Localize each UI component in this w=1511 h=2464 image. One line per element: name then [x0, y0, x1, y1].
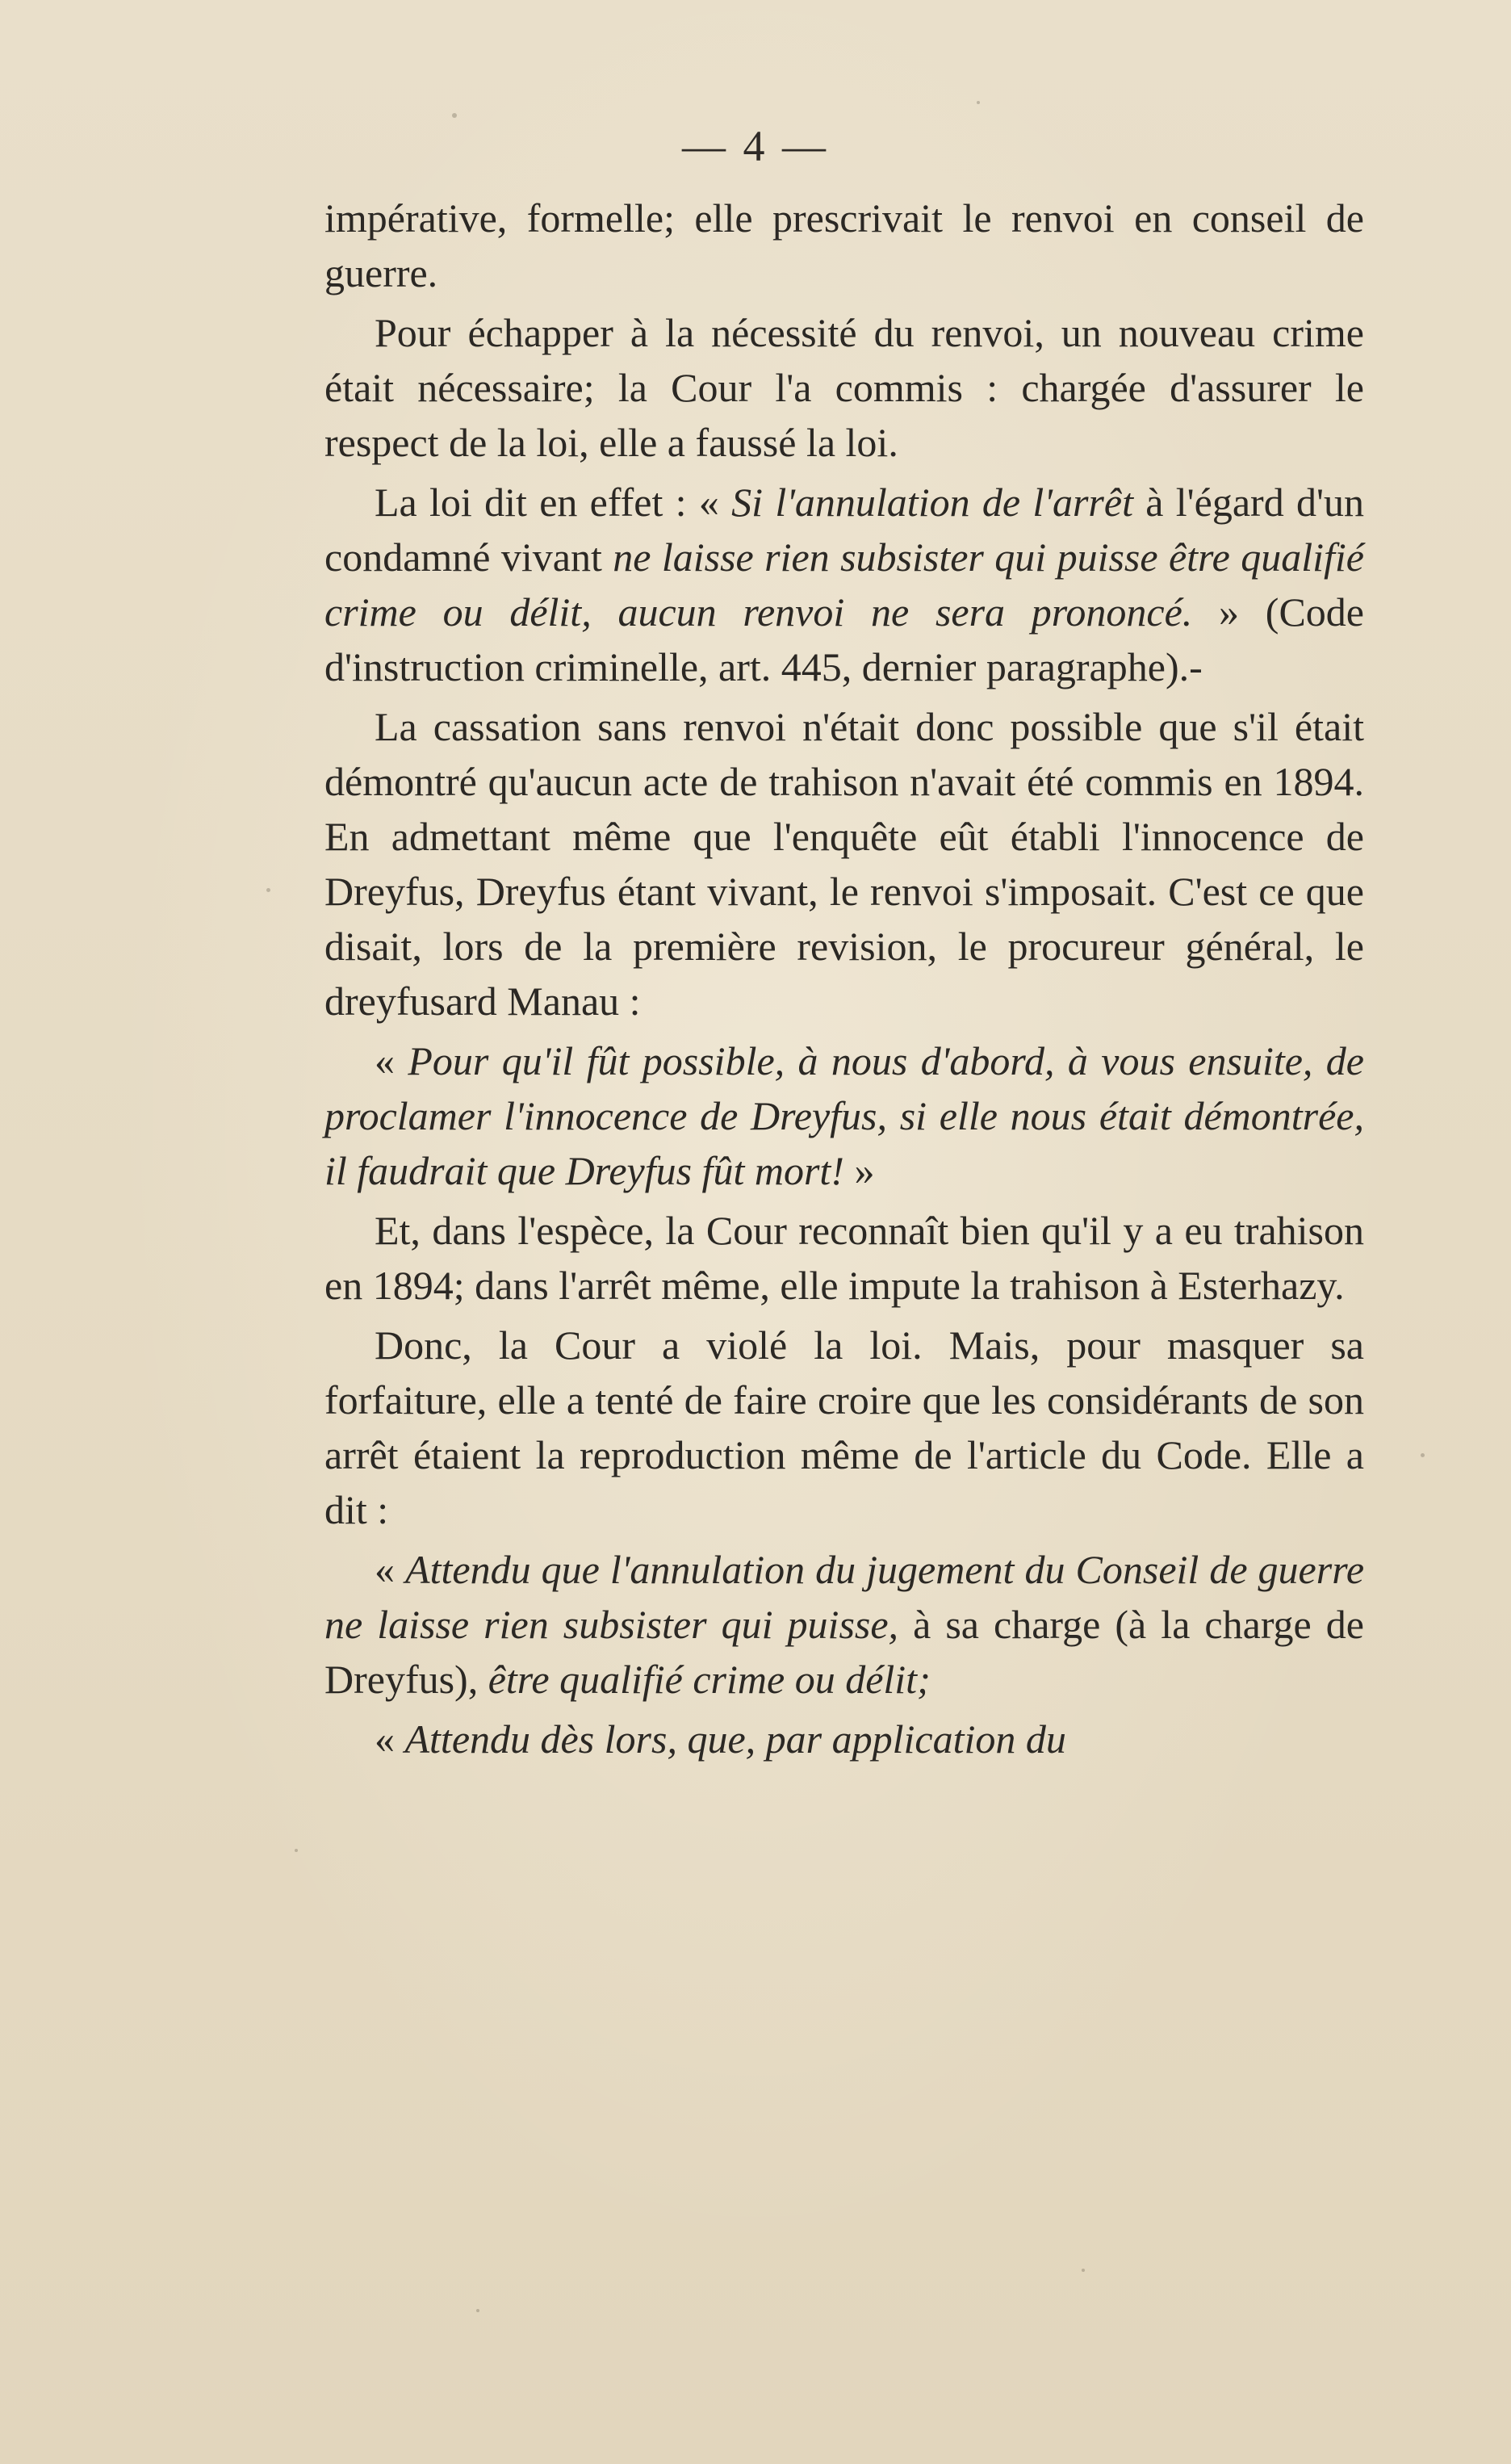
text-run-italic: Attendu dès lors, que, par application du — [404, 1716, 1066, 1762]
text-run: Donc, la Cour a violé la loi. Mais, pour masquer sa forfaiture, elle a tenté de faire croire que les considérants de son arrêt étaient la reproduction même de l'article du Code. Elle a dit : — [324, 1322, 1364, 1532]
paper-speck — [295, 1849, 298, 1852]
text-run-italic: Attendu que l'annulation du jugement du Conseil de guerre ne laisse rien subsister qui puisse, — [324, 1547, 1365, 1647]
paper-speck — [1421, 1453, 1425, 1457]
paper-speck — [977, 101, 980, 104]
text-run: La loi dit en effet : « — [375, 480, 732, 525]
paragraph-2 — [324, 305, 1364, 470]
text-run-italic: Si l'annulation de l'arrêt — [731, 480, 1133, 525]
text-run-italic: Pour qu'il fût possible, à nous d'abord, à vous ensuite, de proclamer l'innocence de Dreyfus, si elle nous était démontrée, il faudrait que Dreyfus fût mort! — [324, 1038, 1364, 1193]
text-run: » — [843, 1148, 875, 1193]
paper-speck — [476, 2309, 479, 2312]
paper-speck — [266, 888, 270, 892]
paragraph-8-quote — [324, 1542, 1364, 1707]
body-text — [324, 191, 1364, 1771]
text-run: Et, dans l'espèce, la Cour reconnaît bien qu'il y a eu trahison en 1894; dans l'arrêt même, elle impute la trahison à Esterhazy. — [324, 1208, 1364, 1308]
paragraph-4 — [324, 699, 1364, 1029]
paper-speck — [1082, 2269, 1085, 2272]
text-run: Pour échapper à la nécessité du renvoi, un nouveau crime était nécessaire; la Cour l'a commis : chargée d'assurer le respect de la loi, elle a faussé la loi. — [324, 310, 1364, 465]
paragraph-9-quote — [324, 1712, 1364, 1766]
text-run: « — [375, 1038, 408, 1083]
paragraph-5-quote — [324, 1033, 1364, 1198]
paragraph-6 — [324, 1203, 1364, 1313]
text-run: « — [375, 1547, 406, 1592]
text-run: La cassation sans renvoi n'était donc possible que s'il était démontré qu'aucun acte de trahison n'avait été commis en 1894. En admettant même que l'enquête eût établi l'innocence de Dreyfus, Dreyfus étant vivant, le renvoi s'imposait. C'est ce que disait, lors de la première revision, le procureur général, le dreyfusard Manau : — [324, 704, 1364, 1024]
paper-speck — [452, 113, 457, 118]
paragraph-3 — [324, 475, 1364, 694]
paragraph-7 — [324, 1318, 1364, 1537]
text-run: à l'égard d'un condamné vivant — [324, 480, 1364, 580]
text-run-italic: ne laisse rien subsister qui puisse être qualifié crime ou délit, aucun renvoi ne sera prononcé. — [324, 534, 1364, 635]
text-run: impérative, formelle; elle prescrivait le renvoi en conseil de guerre. — [324, 195, 1364, 295]
page-number: — 4 — — [682, 122, 829, 170]
text-run: à sa charge (à la charge de Dreyfus), — [324, 1602, 1364, 1702]
paragraph-1 — [324, 191, 1364, 300]
text-run: » (Code d'instruction criminelle, art. 445, dernier paragraphe).- — [324, 589, 1364, 689]
text-run: « — [375, 1716, 405, 1762]
text-run-italic: être qualifié crime ou délit; — [488, 1657, 931, 1702]
